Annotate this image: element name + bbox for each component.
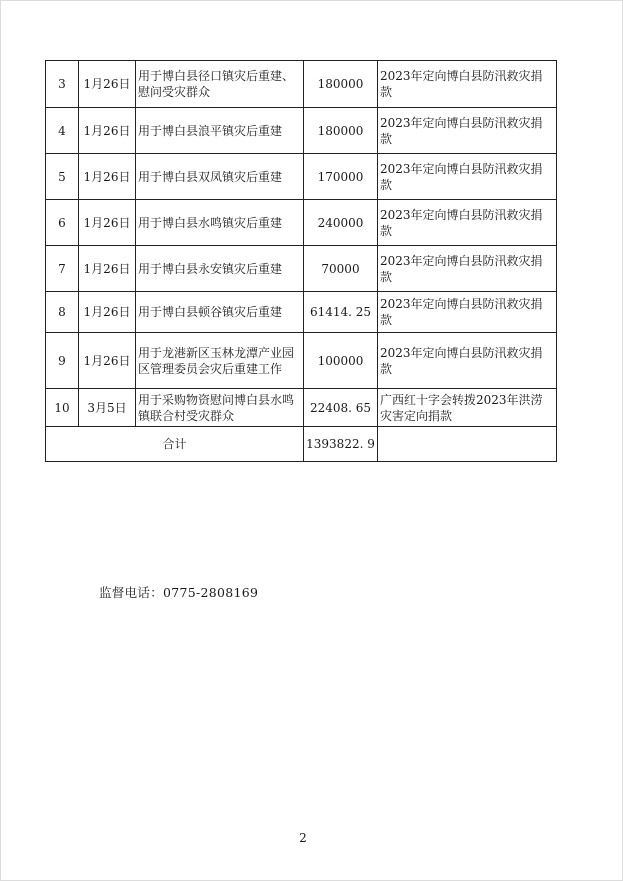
table-row [46, 246, 557, 292]
total-row [46, 427, 557, 462]
row-number: 9 [46, 333, 79, 389]
row-purpose: 用于博白县浪平镇灾后重建 [136, 108, 304, 154]
row-number: 8 [46, 292, 79, 333]
supervision-phone: 监督电话：0775-2808169 [99, 585, 259, 600]
row-source: 2023年定向博白县防汛救灾捐款 [378, 200, 557, 246]
row-source: 2023年定向博白县防汛救灾捐款 [378, 246, 557, 292]
table-row [46, 200, 557, 246]
row-number: 10 [46, 389, 79, 427]
row-date: 1月26日 [79, 61, 136, 108]
page-number: 2 [299, 831, 307, 845]
row-source: 广西红十字会转拨2023年洪涝灾害定向捐款 [378, 389, 557, 427]
row-amount: 70000 [304, 246, 378, 292]
row-amount: 170000 [304, 154, 378, 200]
row-number: 3 [46, 61, 79, 108]
row-number: 4 [46, 108, 79, 154]
row-purpose: 用于龙港新区玉林龙潭产业园区管理委员会灾后重建工作 [136, 333, 304, 389]
row-number: 5 [46, 154, 79, 200]
row-amount: 100000 [304, 333, 378, 389]
row-source: 2023年定向博白县防汛救灾捐款 [378, 108, 557, 154]
row-amount: 61414. 25 [304, 292, 378, 333]
row-purpose: 用于博白县永安镇灾后重建 [136, 246, 304, 292]
total-label: 合计 [46, 427, 304, 462]
row-purpose: 用于博白县径口镇灾后重建、慰问受灾群众 [136, 61, 304, 108]
table-row [46, 108, 557, 154]
row-purpose: 用于采购物资慰问博白县水鸣镇联合村受灾群众 [136, 389, 304, 427]
row-purpose: 用于博白县顿谷镇灾后重建 [136, 292, 304, 333]
table-row [46, 61, 557, 108]
table-row [46, 389, 557, 427]
row-amount: 180000 [304, 108, 378, 154]
table-row [46, 333, 557, 389]
row-source: 2023年定向博白县防汛救灾捐款 [378, 154, 557, 200]
row-date: 1月26日 [79, 292, 136, 333]
row-date: 3月5日 [79, 389, 136, 427]
row-amount: 22408. 65 [304, 389, 378, 427]
total-amount: 1393822. 9 [304, 427, 378, 462]
row-date: 1月26日 [79, 333, 136, 389]
donation-table [45, 60, 557, 462]
row-purpose: 用于博白县水鸣镇灾后重建 [136, 200, 304, 246]
row-date: 1月26日 [79, 246, 136, 292]
row-date: 1月26日 [79, 108, 136, 154]
row-amount: 240000 [304, 200, 378, 246]
total-empty-cell [378, 427, 557, 462]
row-purpose: 用于博白县双凤镇灾后重建 [136, 154, 304, 200]
row-date: 1月26日 [79, 154, 136, 200]
row-date: 1月26日 [79, 200, 136, 246]
row-source: 2023年定向博白县防汛救灾捐款 [378, 292, 557, 333]
row-amount: 180000 [304, 61, 378, 108]
row-number: 7 [46, 246, 79, 292]
table-row [46, 154, 557, 200]
row-number: 6 [46, 200, 79, 246]
table-row [46, 292, 557, 333]
row-source: 2023年定向博白县防汛救灾捐款 [378, 333, 557, 389]
row-source: 2023年定向博白县防汛救灾捐款 [378, 61, 557, 108]
